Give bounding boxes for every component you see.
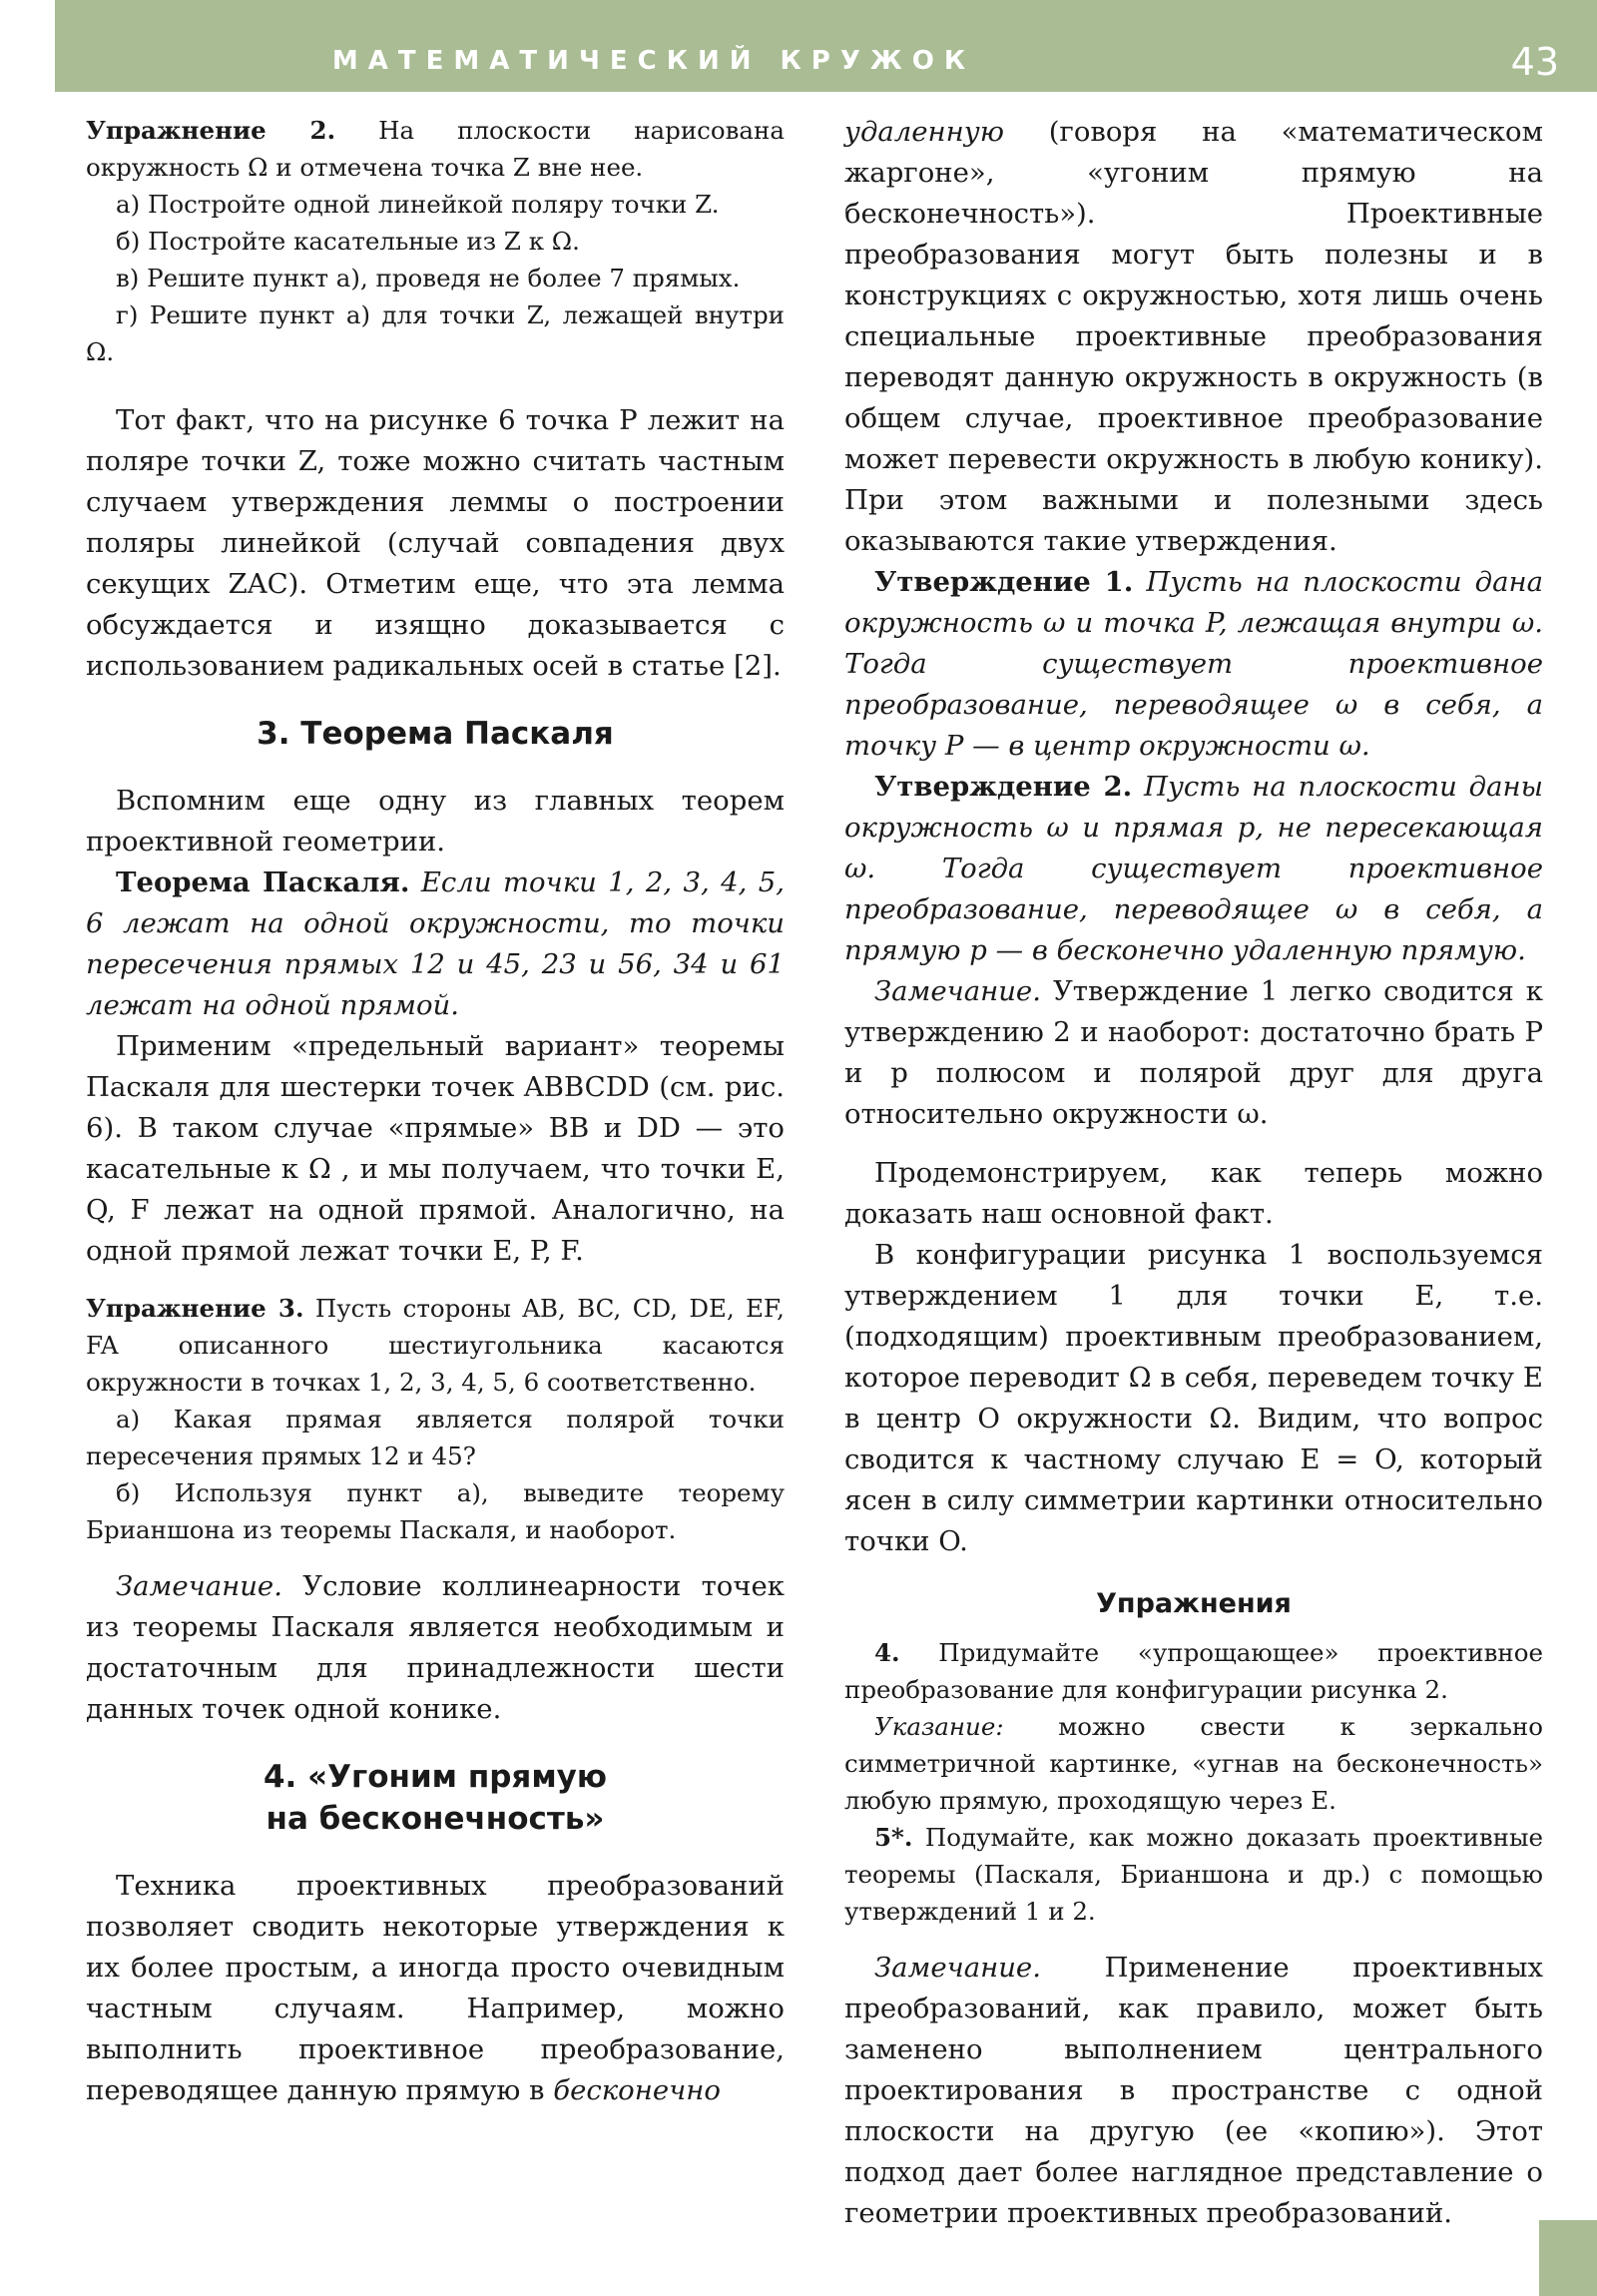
header-band (55, 0, 1597, 92)
paragraph-demonstrate: Продемонстрируем, как теперь можно доказать наш основной факт. (844, 1157, 1543, 1230)
exercise-2-a: а) Постройте одной линейкой поляру точки Z. (116, 190, 720, 219)
paragraph-recall: Вспомним еще одну из главных теорем проективной геометрии. (86, 785, 785, 858)
paragraph-projective-technique-text: Техника проективных преобразований позволяет сводить некоторые утверждения к их более простым, а иногда просто очевидным частным случаям. Например, можно выполнить проективное преобразование, переводящее данную прямую в (86, 1870, 785, 2106)
paragraph-projective-technique (86, 1866, 785, 2111)
section-4-heading (86, 1756, 785, 1840)
exercises-heading: Упражнения (1096, 1588, 1292, 1619)
section-4-heading-line1: 4. «Угоним прямую (263, 1759, 608, 1795)
pascal-theorem-text: Если точки 1, 2, 3, 4, 5, 6 лежат на одной окружности, то точки пересечения прямых 12 и 45, 23 и 56, 34 и 61 лежат на одной прямой. (86, 866, 785, 1021)
paragraph-limit-case: Применим «предельный вариант» теоремы Паскаля для шестерки точек ABBCDD (см. рис. 6). В таком случае «прямые» BB и DD — это касательные к Ω , и мы получаем, что точки E, Q, F лежат на одной прямой. Аналогично, на одной прямой лежат точки E, P, F. (86, 1030, 785, 1267)
section-3-heading: 3. Теорема Паскаля (257, 716, 614, 752)
claim-2 (844, 767, 1543, 971)
exercise-3-label: Упражнение 3. (86, 1294, 304, 1323)
exercise-2-label: Упражнение 2. (86, 116, 336, 145)
exercise-3-b: б) Используя пункт а), выведите теорему Брианшона из теоремы Паскаля, и наоборот. (86, 1478, 785, 1544)
remark-central-projection-label: Замечание. (874, 1952, 1041, 1984)
pascal-theorem (86, 862, 785, 1026)
remark-central-projection (844, 1948, 1543, 2234)
exercise-5-text: Подумайте, как можно доказать проективные теоремы (Паскаля, Брианшона и др.) с помощью утверждений 1 и 2. (844, 1823, 1543, 1926)
claim-2-label: Утверждение 2. (874, 771, 1133, 803)
paragraph-continuation-text: (говоря на «математическом жаргоне», «угоним прямую на бесконечность»). Проективные преобразования могут быть полезны и в конструкциях с окружностью, хотя лишь очень специальные проективные преобразования переводят данную окружность в окружность (в общем случае, проективное преобразование может перевести окружность в любую конику). При этом важными и полезными здесь оказываются такие утверждения. (844, 116, 1544, 557)
paragraph-configuration: В конфигурации рисунка 1 воспользуемся утверждением 1 для точки E, т.е. (подходящим) проективным преобразованием, которое переводит Ω в себя, переведем точку E в центр O окружности Ω. Видим, что вопрос сводится к частному случаю E = O, который ясен в силу симметрии картинки относительно точки O. (844, 1239, 1543, 1557)
left-column (86, 112, 785, 2111)
right-column (844, 112, 1543, 2234)
paragraph-polar: Тот факт, что на рисунке 6 точка P лежит на поляре точки Z, тоже можно считать частным случаем утверждения леммы о построении поляры линейкой (случай совпадения двух секущих ZAC). Отметим еще, что эта лемма обсуждается и изящно доказывается с использованием радикальных осей в статье [2]. (86, 404, 785, 682)
exercise-3-text: Пусть стороны AB, BC, CD, DE, EF, FA описанного шестиугольника касаются окружности в точках 1, 2, 3, 4, 5, 6 соответственно. (86, 1294, 785, 1397)
exercise-2 (86, 112, 785, 186)
remark-collinearity-label: Замечание. (116, 1570, 282, 1602)
exercise-2-b: б) Постройте касательные из Z к Ω. (116, 227, 580, 256)
section-4-heading-line2: на бесконечность» (266, 1801, 605, 1837)
exercise-2-c: в) Решите пункт а), проведя не более 7 прямых. (116, 264, 741, 292)
exercise-2-text: На плоскости нарисована окружность Ω и отмечена точка Z вне нее. (86, 116, 785, 182)
remark-collinearity-text: Условие коллинеарности точек из теоремы Паскаля является необходимым и достаточным для принадлежности шести данных точек одной конике. (86, 1570, 785, 1725)
exercise-4-hint-label: Указание: (874, 1712, 1004, 1741)
page-number: 43 (1510, 40, 1559, 84)
exercise-4-hint (844, 1708, 1543, 1819)
exercise-4 (844, 1634, 1543, 1708)
corner-color-block (1539, 2220, 1597, 2296)
exercise-3 (86, 1290, 785, 1401)
exercise-2-d: г) Решите пункт а) для точки Z, лежащей внутри Ω. (86, 300, 785, 366)
journal-section-title: МАТЕМАТИЧЕСКИЙ КРУЖОК (331, 46, 976, 76)
remark-claims-label: Замечание. (874, 975, 1041, 1007)
remark-collinearity (86, 1566, 785, 1730)
claim-1-label: Утверждение 1. (874, 566, 1134, 598)
pascal-theorem-label: Теорема Паскаля. (116, 866, 410, 898)
exercise-5-label: 5*. (874, 1823, 913, 1852)
paragraph-continuation-italic: удаленную (844, 116, 1004, 148)
remark-claims (844, 971, 1543, 1135)
paragraph-projective-technique-italic: бесконечно (553, 2074, 721, 2106)
exercise-4-hint-text: можно свести к зеркально симметричной картинке, «угнав на бесконечность» любую прямую, проходящую через E. (844, 1712, 1543, 1815)
paragraph-continuation (844, 112, 1543, 562)
exercise-3-a: а) Какая прямая является полярой точки пересечения прямых 12 и 45? (86, 1405, 785, 1470)
remark-central-projection-text: Применение проективных преобразований, как правило, может быть заменено выполнением центрального проектирования в пространстве с одной плоскости на другую (ее «копию»). Этот подход дает более наглядное представление о геометрии проективных преобразований. (844, 1952, 1543, 2229)
exercise-4-text: Придумайте «упрощающее» проективное преобразование для конфигурации рисунка 2. (844, 1638, 1543, 1704)
claim-2-text: Пусть на плоскости даны окружность ω и прямая p, не пересекающая ω. Тогда существует проективное преобразование, переводящее ω в себя, а прямую p — в бесконечно удаленную прямую. (844, 771, 1543, 966)
exercise-4-label: 4. (874, 1638, 900, 1667)
claim-1-text: Пусть на плоскости дана окружность ω и точка P, лежащая внутри ω. Тогда существует проективное преобразование, переводящее ω в себя, а точку P — в центр окружности ω. (844, 566, 1543, 762)
remark-claims-text: Утверждение 1 легко сводится к утверждению 2 и наоборот: достаточно брать P и p полюсом и полярой друг для друга относительно окружности ω. (844, 975, 1543, 1130)
claim-1 (844, 562, 1543, 767)
exercise-5 (844, 1819, 1543, 1930)
